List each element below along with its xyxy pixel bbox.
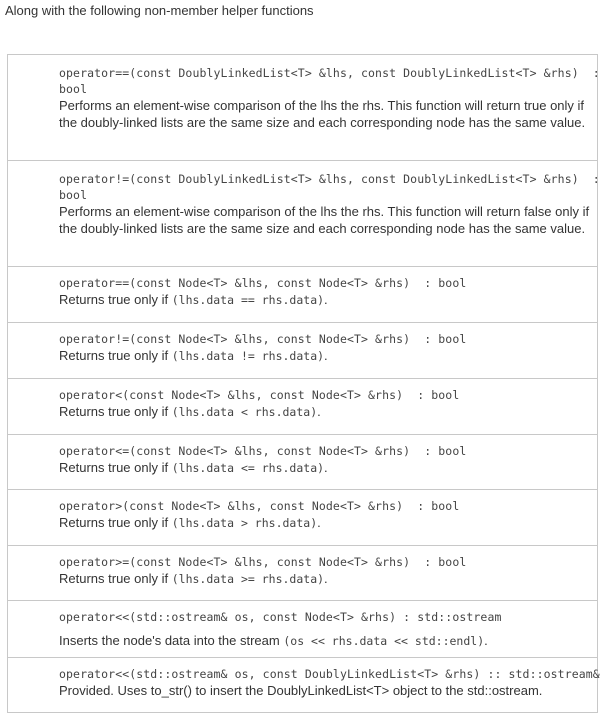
function-signature: operator<(const Node<T> &lhs, const Node<T> &rhs) : bool — [59, 388, 460, 402]
function-description: Provided. Uses to_str() to insert the DoublyLinkedList<T> object to the std::ostream. — [59, 683, 543, 698]
function-description: Returns true only if (lhs.data == rhs.data). — [59, 292, 328, 307]
code-snippet: (lhs.data != rhs.data) — [171, 349, 325, 363]
table-row — [8, 658, 600, 713]
function-description: Inserts the node's data into the stream (os << rhs.data << std::endl). — [59, 633, 488, 648]
helper-functions-table — [7, 54, 598, 713]
function-signature: operator==(const DoublyLinkedList<T> &lhs, const DoublyLinkedList<T> &rhs) : — [59, 66, 600, 80]
table-row — [8, 435, 597, 490]
table-row — [8, 161, 600, 267]
function-description: Returns true only if (lhs.data <= rhs.data). — [59, 460, 328, 475]
code-snippet: (lhs.data < rhs.data) — [171, 405, 318, 419]
function-signature: operator>=(const Node<T> &lhs, const Node<T> &rhs) : bool — [59, 555, 467, 569]
code-snippet: (os << rhs.data << std::endl) — [283, 634, 485, 648]
intro-text: Along with the following non-member helper functions — [5, 3, 314, 18]
function-signature: operator!=(const Node<T> &lhs, const Node<T> &rhs) : bool — [59, 332, 467, 346]
code-snippet: (lhs.data <= rhs.data) — [171, 461, 325, 475]
function-description: Performs an element-wise comparison of the lhs the rhs. This function will return true only if the doubly-linked lists are the same size and each corresponding node has the same value. — [59, 98, 586, 130]
function-description: Returns true only if (lhs.data >= rhs.data). — [59, 571, 328, 586]
function-description: Returns true only if (lhs.data > rhs.data). — [59, 515, 321, 530]
function-description: Returns true only if (lhs.data != rhs.data). — [59, 348, 328, 363]
function-description: Returns true only if (lhs.data < rhs.data). — [59, 404, 321, 419]
function-signature: operator>(const Node<T> &lhs, const Node<T> &rhs) : bool — [59, 499, 460, 513]
function-signature: operator==(const Node<T> &lhs, const Node<T> &rhs) : bool — [59, 276, 467, 290]
function-signature: operator<<(std::ostream& os, const Node<T> &rhs) : std::ostream — [59, 610, 502, 624]
table-row — [8, 267, 597, 323]
table-row — [8, 323, 597, 379]
function-signature: operator!=(const DoublyLinkedList<T> &lhs, const DoublyLinkedList<T> &rhs) : — [59, 172, 600, 186]
code-snippet: (lhs.data > rhs.data) — [171, 516, 318, 530]
table-row — [8, 601, 597, 658]
table-row — [8, 55, 600, 161]
code-snippet: (lhs.data >= rhs.data) — [171, 572, 325, 586]
table-row — [8, 490, 597, 546]
function-return-type: bool — [59, 188, 88, 202]
function-description: Performs an element-wise comparison of the lhs the rhs. This function will return false only if the doubly-linked lists are the same size and each corresponding node has the same value. — [59, 204, 590, 236]
function-signature: operator<<(std::ostream& os, const DoublyLinkedList<T> &rhs) :: std::ostream& — [59, 667, 600, 681]
table-row — [8, 546, 597, 601]
table-row — [8, 379, 597, 435]
function-signature: operator<=(const Node<T> &lhs, const Node<T> &rhs) : bool — [59, 444, 467, 458]
function-return-type: bool — [59, 82, 88, 96]
code-snippet: (lhs.data == rhs.data) — [171, 293, 325, 307]
